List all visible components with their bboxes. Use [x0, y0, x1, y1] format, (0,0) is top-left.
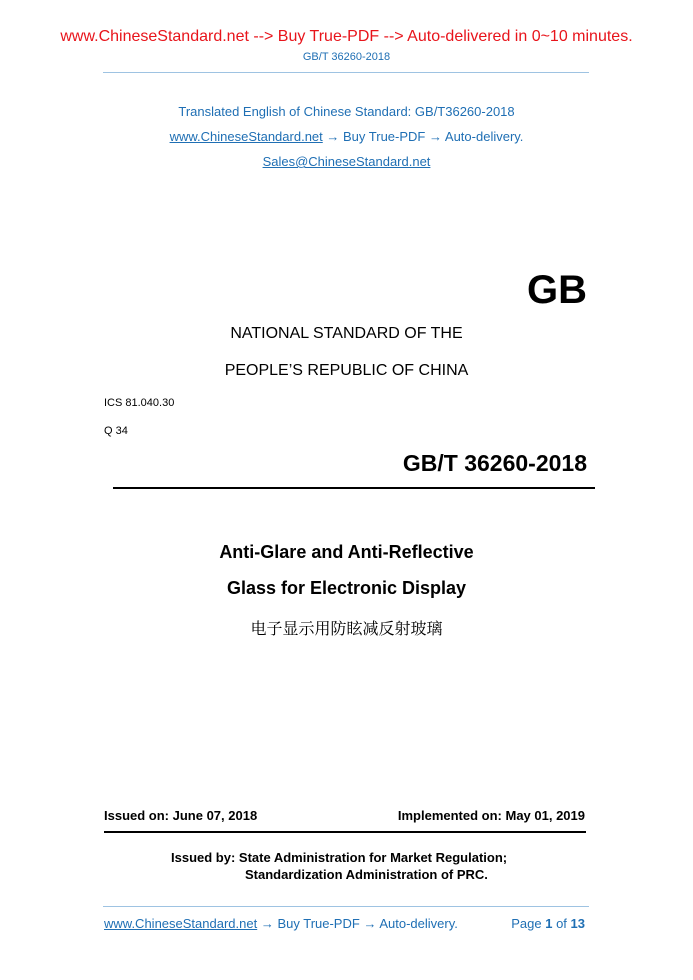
ics-code: ICS 81.040.30: [104, 397, 175, 409]
standard-number: GB/T 36260-2018: [402, 450, 587, 476]
implemented-on-date: Implemented on: May 01, 2019: [397, 808, 585, 823]
gb-logo: GB: [527, 268, 587, 312]
arrow-right-icon: →: [363, 916, 377, 931]
email-row: [0, 154, 693, 169]
title-chinese: 电子显示用防眩减反射玻璃: [250, 619, 443, 638]
footer-divider: [103, 906, 589, 907]
footer-delivery-text: Auto-delivery.: [379, 916, 458, 931]
national-standard-line2: PEOPLE’S REPUBLIC OF CHINA: [224, 362, 469, 379]
standard-number-divider: [113, 487, 595, 489]
arrow-right-icon: →: [326, 129, 340, 144]
page-of: of: [556, 916, 567, 931]
title-line2: Glass for Electronic Display: [226, 578, 467, 598]
arrow-right-icon: →: [429, 129, 442, 144]
page-label: Page: [511, 916, 542, 931]
translation-links-row: [0, 129, 693, 144]
dates-divider: [104, 831, 586, 833]
title-line1: Anti-Glare and Anti-Reflective: [219, 542, 474, 562]
issued-on-date: Issued on: June 07, 2018: [104, 808, 258, 823]
sales-email-link[interactable]: Sales@ChineseStandard.net: [262, 154, 431, 169]
buy-true-pdf-text: Buy True-PDF: [343, 129, 426, 144]
page-current: 1: [545, 916, 553, 931]
promo-banner-link[interactable]: www.ChineseStandard.net --> Buy True-PDF --> Auto-delivered in 0~10 minutes.: [60, 28, 633, 45]
translation-notice: Translated English of Chinese Standard: GB/T36260-2018: [178, 104, 515, 119]
arrow-right-icon: →: [260, 916, 274, 931]
issued-by-line1: Issued by: State Administration for Market Regulation;: [171, 850, 508, 865]
ccs-code: Q 34: [104, 425, 128, 437]
header-divider: [103, 72, 589, 73]
page-indicator: [511, 916, 585, 931]
issued-by-line2: Standardization Administration of PRC.: [245, 867, 488, 882]
auto-delivery-text: Auto-delivery.: [444, 129, 524, 144]
national-standard-line1: NATIONAL STANDARD OF THE: [230, 325, 463, 342]
page-total: 13: [570, 916, 585, 931]
header-standard-code: GB/T 36260-2018: [302, 51, 391, 63]
footer-site-link[interactable]: www.ChineseStandard.net: [104, 916, 258, 931]
site-link[interactable]: www.ChineseStandard.net: [169, 129, 323, 144]
footer-buy-text: Buy True-PDF: [277, 916, 360, 931]
footer-links-row: [104, 916, 458, 931]
